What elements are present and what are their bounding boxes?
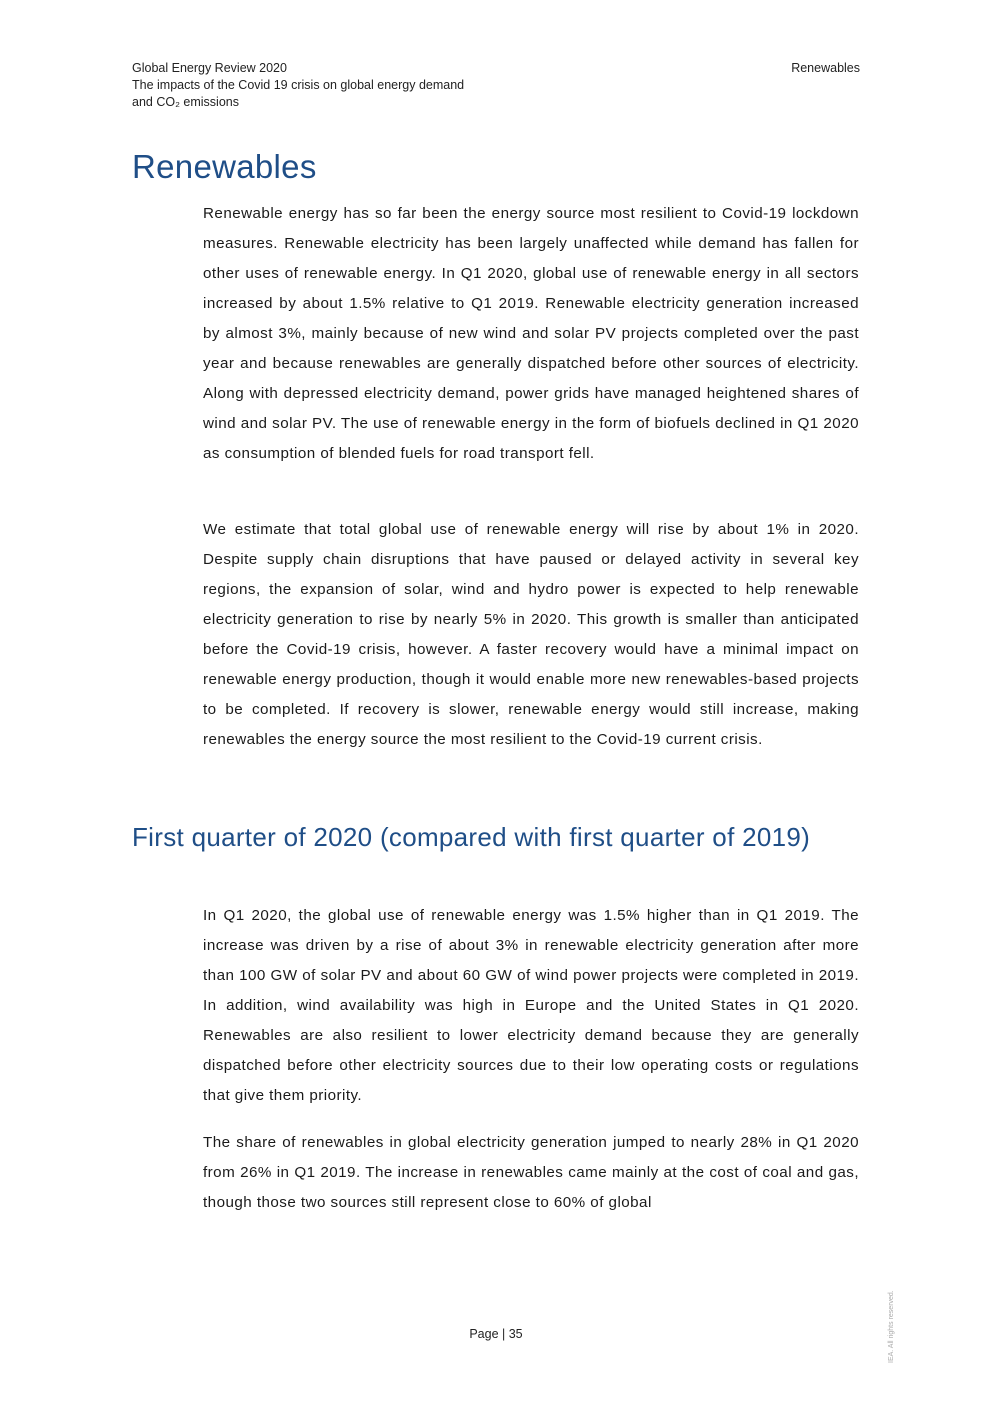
section-heading: First quarter of 2020 (compared with first quarter of 2019) — [132, 822, 811, 852]
body-paragraph: Renewable energy has so far been the energy source most resilient to Covid-19 lockdown measures. Renewable electricity has been largely unaffected while demand has fallen for other uses of renewable energy. In Q1 2020, global use of renewable energy in all sectors increased by about 1.5% relative to Q1 2019. Renewable electricity generation increased by almost 3%, mainly because of new wind and solar PV projects completed over the past year and because renewables are generally dispatched before other sources of electricity. Along with depressed electricity demand, power grids have managed heightened shares of wind and solar PV. The use of renewable energy in the form of biofuels declined in Q1 2020 as consumption of blended fuels for road transport fell. — [203, 205, 859, 462]
report-subtitle-line1: The impacts of the Covid 19 crisis on global energy demand — [132, 78, 465, 92]
header-section-label: Renewables — [791, 61, 860, 75]
body-paragraph: We estimate that total global use of renewable energy will rise by about 1% in 2020. Despite supply chain disruptions that have paused or delayed activity in several key regions, the expansion of solar, wind and hydro power is expected to help renewable electricity generation to rise by nearly 5% in 2020. This growth is smaller than anticipated before the Covid-19 crisis, however. A faster recovery would have a minimal impact on renewable energy production, though it would enable more new renewables-based projects to be completed. If recovery is slower, renewable energy would still increase, making renewables the energy source the most resilient to the Covid-19 current crisis. — [203, 521, 859, 748]
body-paragraph: In Q1 2020, the global use of renewable energy was 1.5% higher than in Q1 2019. The increase was driven by a rise of about 3% in renewable electricity generation after more than 100 GW of solar PV and about 60 GW of wind power projects were completed in 2019. In addition, wind availability was high in Europe and the United States in Q1 2020. Renewables are also resilient to lower electricity demand because they are generally dispatched before other electricity sources due to their low operating costs or regulations that give them priority. — [203, 907, 859, 1104]
report-subtitle-line2: and CO₂ emissions — [132, 95, 239, 109]
page-number: Page | 35 — [469, 1327, 523, 1341]
report-title: Global Energy Review 2020 — [132, 61, 287, 75]
body-paragraph: The share of renewables in global electricity generation jumped to nearly 28% in Q1 2020 from 26% in Q1 2019. The increase in renewables came mainly at the cost of coal and gas, though those two sources still represent close to 60% of global — [203, 1134, 859, 1211]
copyright-note: IEA. All rights reserved. — [888, 1290, 895, 1363]
header-document-info — [132, 60, 464, 111]
page-title: Renewables — [132, 148, 317, 185]
